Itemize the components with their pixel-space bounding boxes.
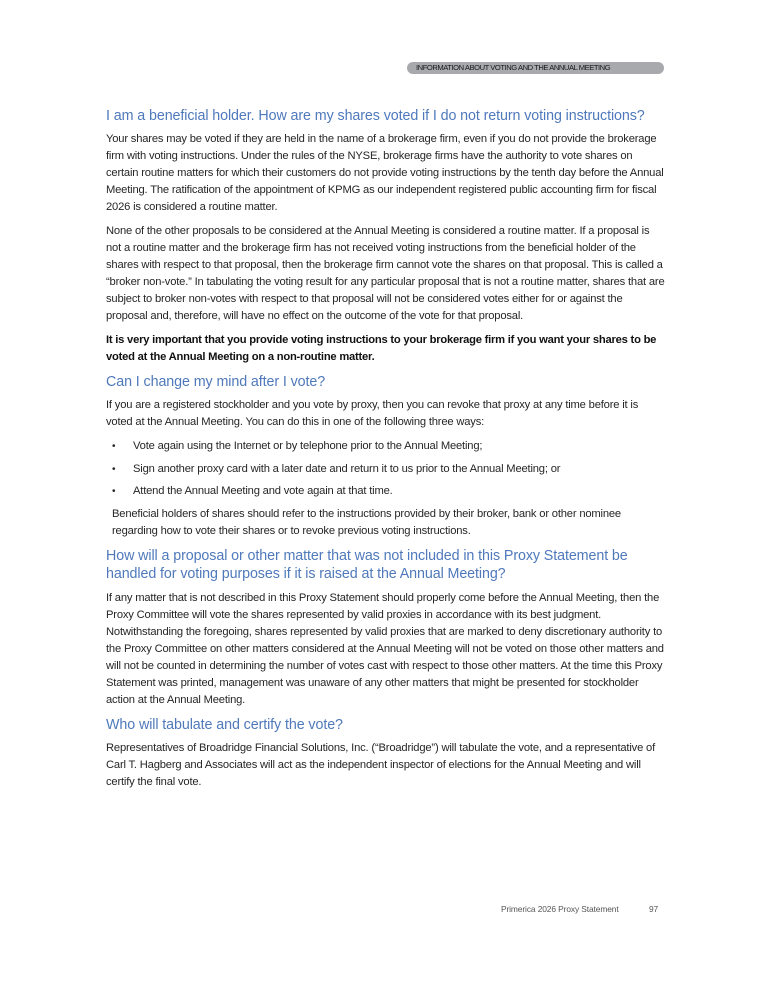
list-item-text: Sign another proxy card with a later date and return it to us prior to the Annual Meeting; or [133, 462, 561, 475]
section-heading: I am a beneficial holder. How are my shares voted if I do not return voting instructions? [106, 108, 645, 124]
list-item-text: Attend the Annual Meeting and vote again at that time. [133, 485, 393, 497]
list-item-text: Vote again using the Internet or by telephone prior to the Annual Meeting; [133, 440, 483, 452]
body-paragraph: Your shares may be voted if they are held in the name of a brokerage firm, even if you do not provide the brokerage firm with voting instructions. Under the rules of the NYSE, brokerage firms have the authority to vote shares on certain routine matters for which their customers do not provide voting instructions by the tenth day before the Annual Meeting. The ratification of the appointment of KPMG as our independent registered public accounting firm for fiscal 2026 is considered a routine matter. [106, 132, 664, 213]
section-header-tab [407, 62, 664, 74]
section-tabulate-vote [106, 716, 666, 792]
section-change-mind [106, 373, 666, 540]
revocation-methods-list [106, 438, 666, 500]
body-paragraph: If any matter that is not described in this Proxy Statement should properly come before the Annual Meeting, then the Proxy Committee will vote the shares represented by valid proxies in accordance with its best judgment. Notwithstanding the foregoing, shares represented by valid proxies that are marked to deny discretionary authority to the Proxy Committee on other matters considered at the Annual Meeting will not be voted on those other matters and will not be counted in determining the number of votes cast with respect to those other matters. At the time this Proxy Statement was printed, management was unaware of any other matters that might be presented for stockholder action at the Annual Meeting. [106, 591, 664, 706]
bullet-icon: • [112, 441, 116, 452]
body-paragraph: None of the other proposals to be considered at the Annual Meeting is considered a routine matter. If a proposal is not a routine matter and the brokerage firm has not received voting instructions from the beneficial holder of the shares with respect to that proposal, then the brokerage firm cannot vote the shares on that proposal. This is called a “broker non-vote.” In tabulating the voting result for any particular proposal that is not a routine matter, shares that are subject to broker non-votes with respect to that proposal will not be considered votes either for or against the proposal and, therefore, will have no effect on the outcome of the vote for that proposal. [106, 224, 665, 322]
body-paragraph: Representatives of Broadridge Financial Solutions, Inc. (“Broadridge”) will tabulate the vote, and a representative of Carl T. Hagberg and Associates will act as the independent inspector of elections for the Annual Meeting and will certify the final vote. [106, 742, 656, 788]
section-header-label: INFORMATION ABOUT VOTING AND THE ANNUAL MEETING [416, 63, 611, 72]
page-content [106, 107, 666, 798]
bullet-icon: • [112, 463, 116, 475]
body-paragraph: If you are a registered stockholder and you vote by proxy, then you can revoke that proxy at any time before it is voted at the Annual Meeting. You can do this in one of the following three ways: [106, 399, 639, 428]
section-other-matters [106, 547, 666, 709]
bullet-icon: • [112, 486, 116, 497]
section-heading: How will a proposal or other matter that was not included in this Proxy Statement be handled for voting purposes if it is raised at the Annual Meeting? [106, 547, 628, 582]
footer-document-title: Primerica 2026 Proxy Statement [501, 904, 619, 914]
list-item [106, 461, 666, 478]
section-beneficial-holder [106, 107, 666, 366]
list-item [106, 438, 666, 455]
important-note: It is very important that you provide voting instructions to your brokerage firm if you want your shares to be voted at the Annual Meeting on a non-routine matter. [106, 333, 657, 363]
section-heading: Can I change my mind after I vote? [106, 373, 326, 390]
section-heading: Who will tabulate and certify the vote? [106, 716, 343, 733]
list-item [106, 483, 666, 500]
body-paragraph: Beneficial holders of shares should refer to the instructions provided by their broker, bank or other nominee regarding how to vote their shares or to revoke previous voting instructions. [112, 507, 621, 537]
page-number: 97 [649, 904, 659, 914]
